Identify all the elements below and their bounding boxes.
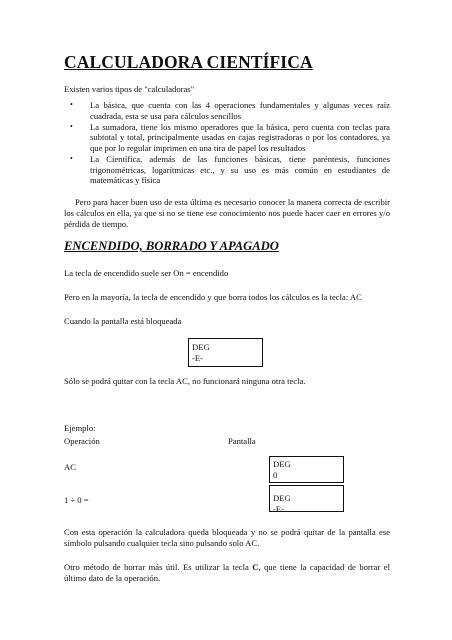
bullet-icon: • — [70, 153, 73, 163]
list-item: • La Científica, además de las funciones básicas, tiene paréntesis, funciones trigonométricas, logarítmicas etc., y su uso es más común en estudiantes de matemáticas y física — [70, 153, 390, 186]
screen-column-header: Pantalla — [228, 436, 256, 446]
c-key-label: C — [252, 562, 259, 572]
calculator-display-example-2 — [269, 485, 344, 512]
ac-key-text: Pero en la mayoría, la tecla de encendido y que borra todos los cálculos es la tecla: AC — [64, 292, 362, 302]
section-heading: ENCENDIDO, BORRADO Y APAGADO — [64, 239, 279, 253]
ac-only-text: Sólo se podrá quitar con la tecla AC, no funcionará ninguna otra tecla. — [64, 376, 306, 386]
list-item: • La básica, que cuenta con las 4 operaciones fundamentales y algunas veces raíz cuadrada, esta se usa para cálculos sencillos — [70, 100, 390, 121]
display-value: 0 — [273, 470, 278, 480]
display-value: -E- — [192, 353, 203, 363]
usage-paragraph: Pero para hacer buen uso de esta última es necesario conocer la manera correcta de escribir los cálculos en ella, ya que si no se tiene ese conocimiento nos puede hacer caer en errores y/o pérdida de tiempo. — [64, 197, 390, 230]
calculator-types-list — [64, 100, 390, 186]
c-key-paragraph: Otro método de borrar más útil. Es utilizar la tecla C, que tiene la capacidad de borrar el último dato de la operación. — [64, 562, 391, 584]
display-mode: DEG — [273, 459, 291, 469]
example-operation: 1 ÷ 0 = — [64, 495, 89, 505]
intro-text: Existen varios tipos de "calculadoras" — [64, 84, 195, 94]
list-item: • La sumadora, tiene los mismo operadores que la básica, pero cuenta con teclas para subtotal y total, principalmente usadas en cajas registradoras o por los contadores, ya que por lo regular imprimen en una tira de papel los resultados — [70, 121, 390, 153]
example-operation: AC — [64, 462, 76, 472]
display-mode: DEG — [273, 493, 291, 503]
locked-paragraph: Con esta operación la calculadora queda bloqueada y no se podrá quitar de la pantalla ese símbolo pulsando cualquier tecla sino pulsando solo AC. — [64, 527, 390, 549]
operation-column-header: Operación — [64, 436, 100, 446]
calculator-display-example-1 — [269, 456, 344, 483]
power-key-text: La tecla de encendido suele ser On = encendido — [64, 268, 229, 278]
bullet-icon: • — [70, 121, 73, 131]
bullet-icon: • — [70, 100, 73, 109]
display-mode: DEG — [192, 342, 210, 352]
display-value: -E- — [273, 504, 284, 514]
locked-screen-text: Cuando la pantalla está bloqueada — [64, 316, 182, 326]
calculator-display-locked — [188, 338, 263, 367]
example-label: Ejemplo: — [64, 423, 96, 433]
page-title: CALCULADORA CIENTÍFICA — [64, 52, 313, 72]
